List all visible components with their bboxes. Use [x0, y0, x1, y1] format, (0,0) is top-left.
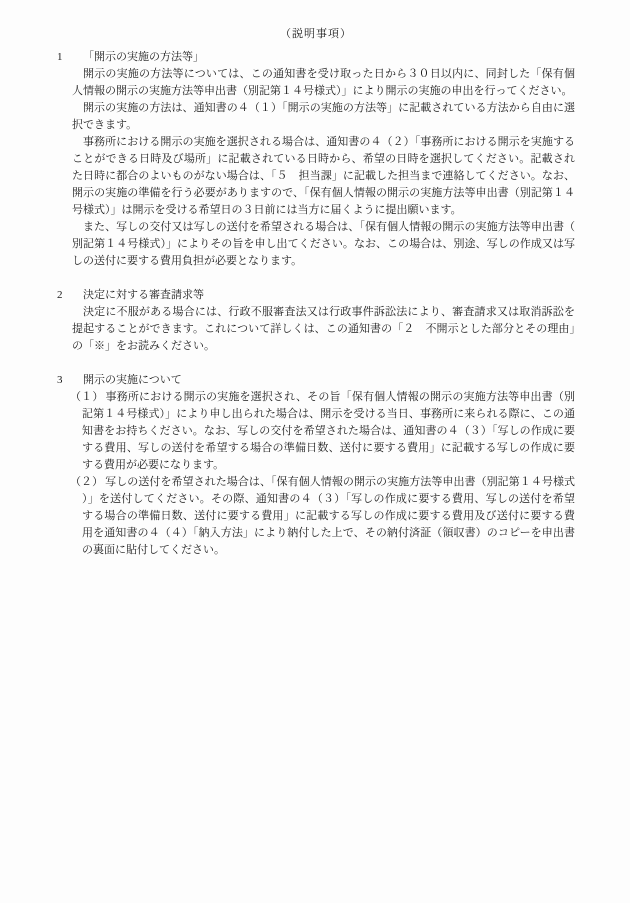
sub-item-text: 写しの送付を希望された場合は、「保有個人情報の開示の実施方法等申出書（別記第１４号様式）」を送付してください。その際、通知書の４（３）「写しの作成に要する費用、写しの送付を希望する場合の準備日数、送付に要する費用」に記載する写しの作成に要する費用及び送付に要する費用を通知書の４（４）「納入方法」により納付した上で、その納付済証（領収書）のコピーを申出書の裏面に貼付してください。 — [82, 476, 576, 556]
section-number: 2 — [57, 289, 63, 301]
section-implementation — [57, 372, 575, 559]
sub-item-marker: （１） — [70, 391, 104, 403]
section-heading — [57, 372, 575, 389]
section-heading-label: 「開示の実施の方法等」 — [83, 51, 204, 63]
section-heading-label: 開示の実施について — [83, 374, 182, 386]
section-heading — [57, 287, 575, 304]
section-number: 1 — [57, 51, 63, 63]
paragraph: 事務所における開示の実施を選択される場合は、通知書の４（２）「事務所における開示を実施することができる日時及び場所」に記載されている日時から、希望の日時を選択してください。記載された日時に都合のよいものがない場合は、「５ 担当課」に記載した担当まで連絡してください。なお、開示の実施の準備を行う必要がありますので、「保有個人情報の開示の実施方法等申出書（別記第１４号様式）」は開示を受ける希望日の３日前には当方に届くように提出願います。 — [72, 136, 575, 216]
section-heading — [57, 49, 575, 66]
numbered-sub-item — [70, 389, 575, 474]
section-disclosure-method — [57, 49, 575, 270]
sub-item-marker: （２） — [70, 476, 104, 488]
section-appeal — [57, 287, 575, 355]
section-heading-label: 決定に対する審査請求等 — [83, 289, 204, 301]
page-title: （説明事項） — [280, 28, 352, 40]
paragraph: 開示の実施の方法は、通知書の４（１）「開示の実施の方法等」に記載されている方法から自由に選択できます。 — [72, 102, 575, 131]
paragraph: 開示の実施の方法等については、この通知書を受け取った日から３０日以内に、同封した「保有個人情報の開示の実施方法等申出書（別記第１４号様式）」により開示の実施の申出を行ってください。 — [72, 68, 575, 97]
paragraph: 決定に不服がある場合には、行政不服審査法又は行政事件訴訟法により、審査請求又は取消訴訟を提起することができます。これについて詳しくは、この通知書の「２ 不開示とした部分とその理由」の「※」をお読みください。 — [72, 306, 575, 352]
sub-item-text: 事務所における開示の実施を選択され、その旨「保有個人情報の開示の実施方法等申出書（別記第１４号様式）」により申し出られた場合は、開示を受ける当日、事務所に来られる際に、この通知書をお持ちください。なお、写しの交付を希望された場合は、通知書の４（３）「写しの作成に要する費用、写しの送付を希望する場合の準備日数、送付に要する費用」に記載する写しの作成に要する費用が必要になります。 — [82, 391, 575, 471]
paragraph: また、写しの交付又は写しの送付を希望される場合は、「保有個人情報の開示の実施方法等申出書（別記第１４号様式）」によりその旨を申し出てください。なお、この場合は、別途、写しの作成又は写しの送付に要する費用負担が必要となります。 — [72, 221, 575, 267]
section-number: 3 — [57, 374, 63, 386]
numbered-sub-item — [70, 474, 576, 559]
